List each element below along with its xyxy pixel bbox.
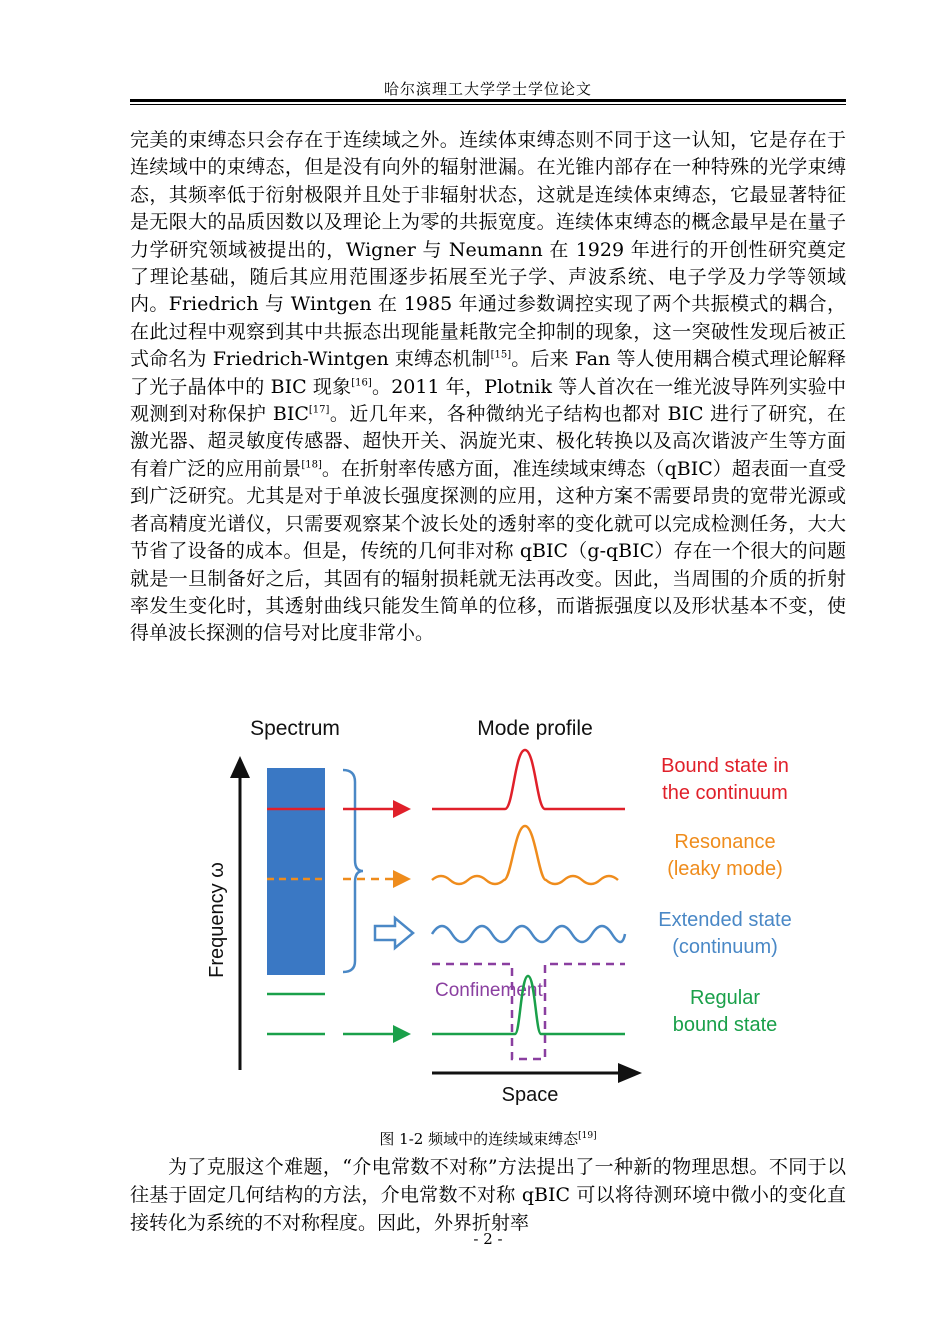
bic-diagram-svg <box>195 708 815 1128</box>
bic-mode-profile <box>432 750 625 809</box>
header-rule-thin <box>130 104 846 105</box>
citation-19: [19] <box>578 1131 597 1141</box>
frequency-axis-label: Frequency ω <box>206 862 228 978</box>
frequency-axis-arrowhead <box>230 756 250 778</box>
figure-bic-diagram <box>195 708 815 1128</box>
paragraph-1-text-b: 。后来 Fan 等人使用耦合模式理论解释了光子晶体中的 BIC 现象 <box>130 348 846 398</box>
extended-mode-profile <box>432 926 625 942</box>
extended-label-line1: Extended state <box>658 909 792 931</box>
extended-hollow-arrow <box>375 918 413 948</box>
regular-arrowhead <box>393 1025 411 1043</box>
page-number: - 2 - <box>473 1230 503 1248</box>
bic-label-line1: Bound state in <box>661 755 789 777</box>
citation-15: [15] <box>490 349 512 361</box>
space-axis-arrowhead <box>618 1063 642 1083</box>
figure-caption-text: 图 1-2 频域中的连续域束缚态 <box>379 1130 579 1148</box>
resonance-label-line2: (leaky mode) <box>667 858 783 880</box>
bic-label-line2: the continuum <box>662 782 788 804</box>
mode-profile-title: Mode profile <box>477 717 593 740</box>
confinement-potential <box>432 964 625 1059</box>
regular-label-line2: bound state <box>672 1014 778 1036</box>
confinement-label: Confinement <box>435 980 543 1001</box>
regular-label-line1: Regular <box>689 987 761 1009</box>
citation-16: [16] <box>351 377 372 389</box>
paragraph-1-text-d: 。近几年来，各种微纳光子结构也都对 BIC 进行了研究，在激光器、超灵敏度传感器、超快开关、涡旋光束、极化转换以及高次谐波产生等方面有着广泛的应用前景 <box>130 403 846 480</box>
paragraph-1-text-c: 。2011 年，Plotnik 等人首次在一维光波导阵列实验中观测到对称保护 BIC <box>130 375 846 426</box>
bic-arrowhead <box>393 800 411 818</box>
extended-label-line2: (continuum) <box>672 936 778 958</box>
page-header: 哈尔滨理工大学学士学位论文 <box>383 80 592 98</box>
paragraph-1-text-e: 。在折射率传感方面，准连续域束缚态（qBIC）超表面一直受到广泛研究。尤其是对于单波长强度探测的应用，这种方案不需要昂贵的宽带光源或者高精度光谱仪，只需要观察某个波长处的透射率的变化就可以完成检测任务，大大节省了设备的成本。但是，传统的几何非对称 qBIC（g-qBIC）存在一个很大的问题就是一旦制备好之后，其固有的辐射损耗就无法再改变。因此，当周围的介质的折射率发生变化时，其透射曲线只能发生简单的位移，而谐振强度以及形状基本不变，使得单波长探测的信号对比度非常小。 <box>130 457 846 645</box>
resonance-mode-profile <box>432 826 618 884</box>
space-axis-label: Space <box>501 1084 559 1106</box>
resonance-arrowhead <box>393 870 411 888</box>
citation-17: [17] <box>308 404 330 416</box>
header-rule-thick <box>130 99 846 102</box>
continuum-brace <box>343 770 363 972</box>
spectrum-title: Spectrum <box>250 717 340 740</box>
paragraph-1-text-a: 完美的束缚态只会存在于连续域之外。连续体束缚态则不同于这一认知，它是存在于连续域中的束缚态，但是没有向外的辐射泄漏。在光锥内部存在一种特殊的光学束缚态，其频率低于衍射极限并且处于非辐射状态，这就是连续体束缚态，它最显著特征是无限大的品质因数以及理论上为零的共振宽度。连续体束缚态的概念最早是在量子力学研究领域被提出的，Wigner 与 Neumann 在 1929 年进行的开创性研究奠定了理论基础，随后其应用范围逐步拓展至光子学、声波系统、电子学及力学等领域内。Friedrich 与 Wintgen 在 1985 年通过参数调控实现了两个共振模式的耦合，在此过程中观察到其中共振态出现能量耗散完全抑制的现象，这一突破性发现后被正式命名为 Friedrich-Wintgen 束缚态机制 <box>130 129 846 371</box>
paragraph-2-text: 为了克服这个难题，“介电常数不对称”方法提出了一种新的物理思想。不同于以往基于固定几何结构的方法，介电常数不对称 qBIC 可以将待测环境中微小的变化直接转化为系统的不对称程度。因此，外界折射率 <box>130 1156 846 1234</box>
paragraph-1 <box>130 127 846 648</box>
figure-caption <box>130 1128 846 1149</box>
resonance-label-line1: Resonance <box>674 831 776 853</box>
continuum-band <box>267 768 325 975</box>
citation-18: [18] <box>301 459 322 471</box>
paragraph-2 <box>130 1153 846 1237</box>
